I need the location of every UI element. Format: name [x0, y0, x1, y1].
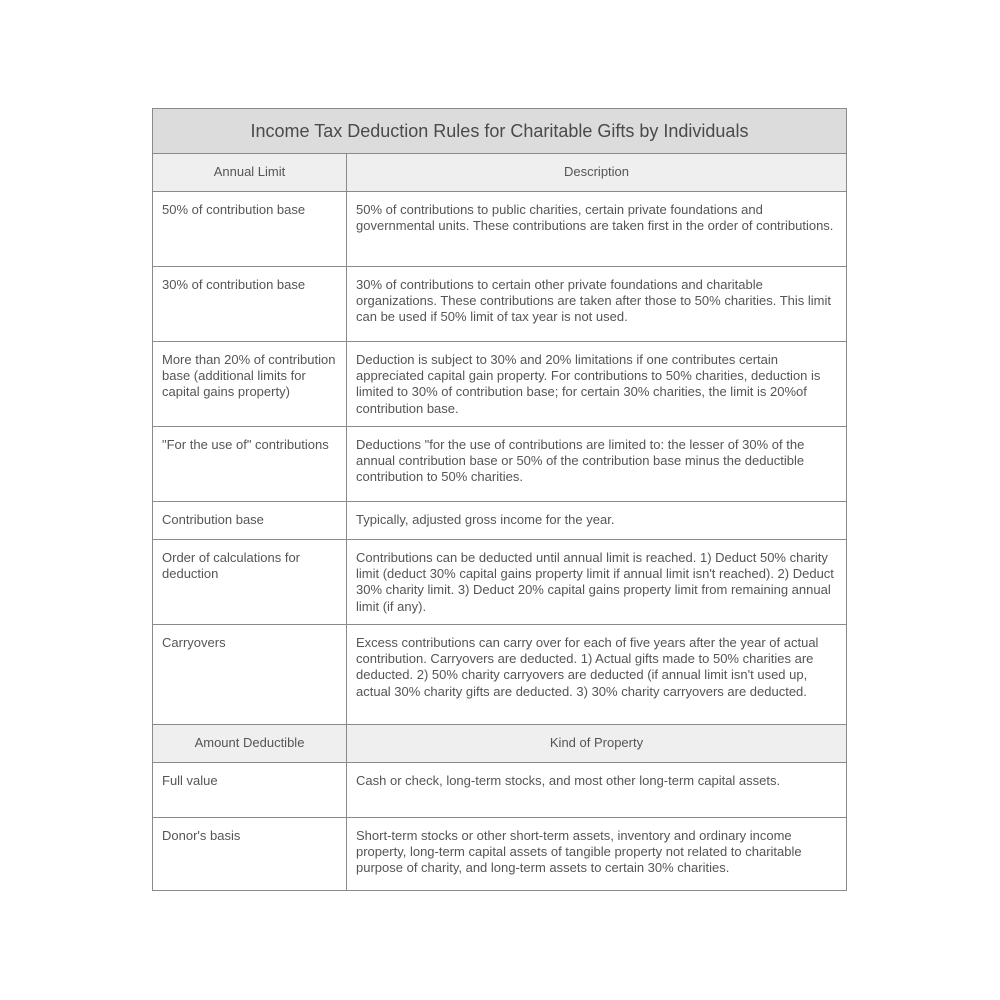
- annual-limit-cell: Carryovers: [153, 625, 347, 724]
- annual-limit-cell: "For the use of" contributions: [153, 427, 347, 501]
- annual-limit-cell: More than 20% of contribution base (additional limits for capital gains property): [153, 342, 347, 426]
- header-annual-limit: Annual Limit: [153, 154, 347, 191]
- annual-limit-cell: 50% of contribution base: [153, 192, 347, 266]
- table-title: Income Tax Deduction Rules for Charitable Gifts by Individuals: [153, 109, 846, 154]
- table-row: [153, 427, 846, 502]
- table-row: [153, 502, 846, 540]
- description-cell: Contributions can be deducted until annual limit is reached. 1) Deduct 50% charity limit (deduct 30% capital gains property limit if annual limit isn't reached). 2) Deduct 30% charity limit. 3) Deduct 20% capital gains property limit from remaining annual limit (if any).: [356, 550, 834, 614]
- description-cell: Deductions "for the use of contributions are limited to: the lesser of 30% of the annual contribution base or 50% of the contribution base minus the deductible contribution to 50% charities.: [356, 437, 805, 485]
- table-row: [153, 625, 846, 725]
- amount-deductible-cell: Full value: [153, 763, 347, 817]
- amount-deductible-cell: Donor's basis: [153, 818, 347, 890]
- table-row: [153, 763, 846, 818]
- table-row: [153, 540, 846, 625]
- table-row: [153, 267, 846, 342]
- annual-limit-cell: Contribution base: [153, 502, 347, 539]
- section1-header-row: [153, 154, 846, 192]
- table-row: [153, 818, 846, 890]
- description-cell: 30% of contributions to certain other private foundations and charitable organizations. These contributions are taken after those to 50% charities. This limit can be used if 50% limit of tax year is not used.: [356, 277, 831, 325]
- description-cell: Typically, adjusted gross income for the year.: [356, 512, 615, 527]
- description-cell: Deduction is subject to 30% and 20% limitations if one contributes certain appreciated capital gain property. For contributions to 50% charities, deduction is limited to 30% of contribution base; for certain 30% charities, the limit is 20%of contribution base.: [356, 352, 821, 416]
- description-cell: Excess contributions can carry over for each of five years after the year of actual contribution. Carryovers are deducted. 1) Actual gifts made to 50% charities are deducted. 2) 50% charity carryovers are deducted (if annual limit isn't used up, actual 30% charity gifts are deducted. 3) 30% charity carryovers are deducted.: [356, 635, 819, 699]
- kind-of-property-cell: Short-term stocks or other short-term assets, inventory and ordinary income property, long-term capital assets of tangible property not related to charitable purpose of charity, and long-term assets to certain 30% charities.: [356, 828, 802, 876]
- header-amount-deductible: Amount Deductible: [153, 725, 347, 762]
- table-row: [153, 192, 846, 267]
- section2-header-row: [153, 725, 846, 763]
- header-kind-of-property: Kind of Property: [549, 735, 644, 751]
- annual-limit-cell: Order of calculations for deduction: [153, 540, 347, 624]
- description-cell: 50% of contributions to public charities, certain private foundations and governmental units. These contributions are taken first in the order of contributions.: [356, 202, 834, 234]
- deduction-rules-table: [152, 108, 847, 891]
- table-row: [153, 342, 846, 427]
- kind-of-property-cell: Cash or check, long-term stocks, and most other long-term capital assets.: [356, 773, 781, 788]
- header-description: Description: [563, 164, 630, 180]
- annual-limit-cell: 30% of contribution base: [153, 267, 347, 341]
